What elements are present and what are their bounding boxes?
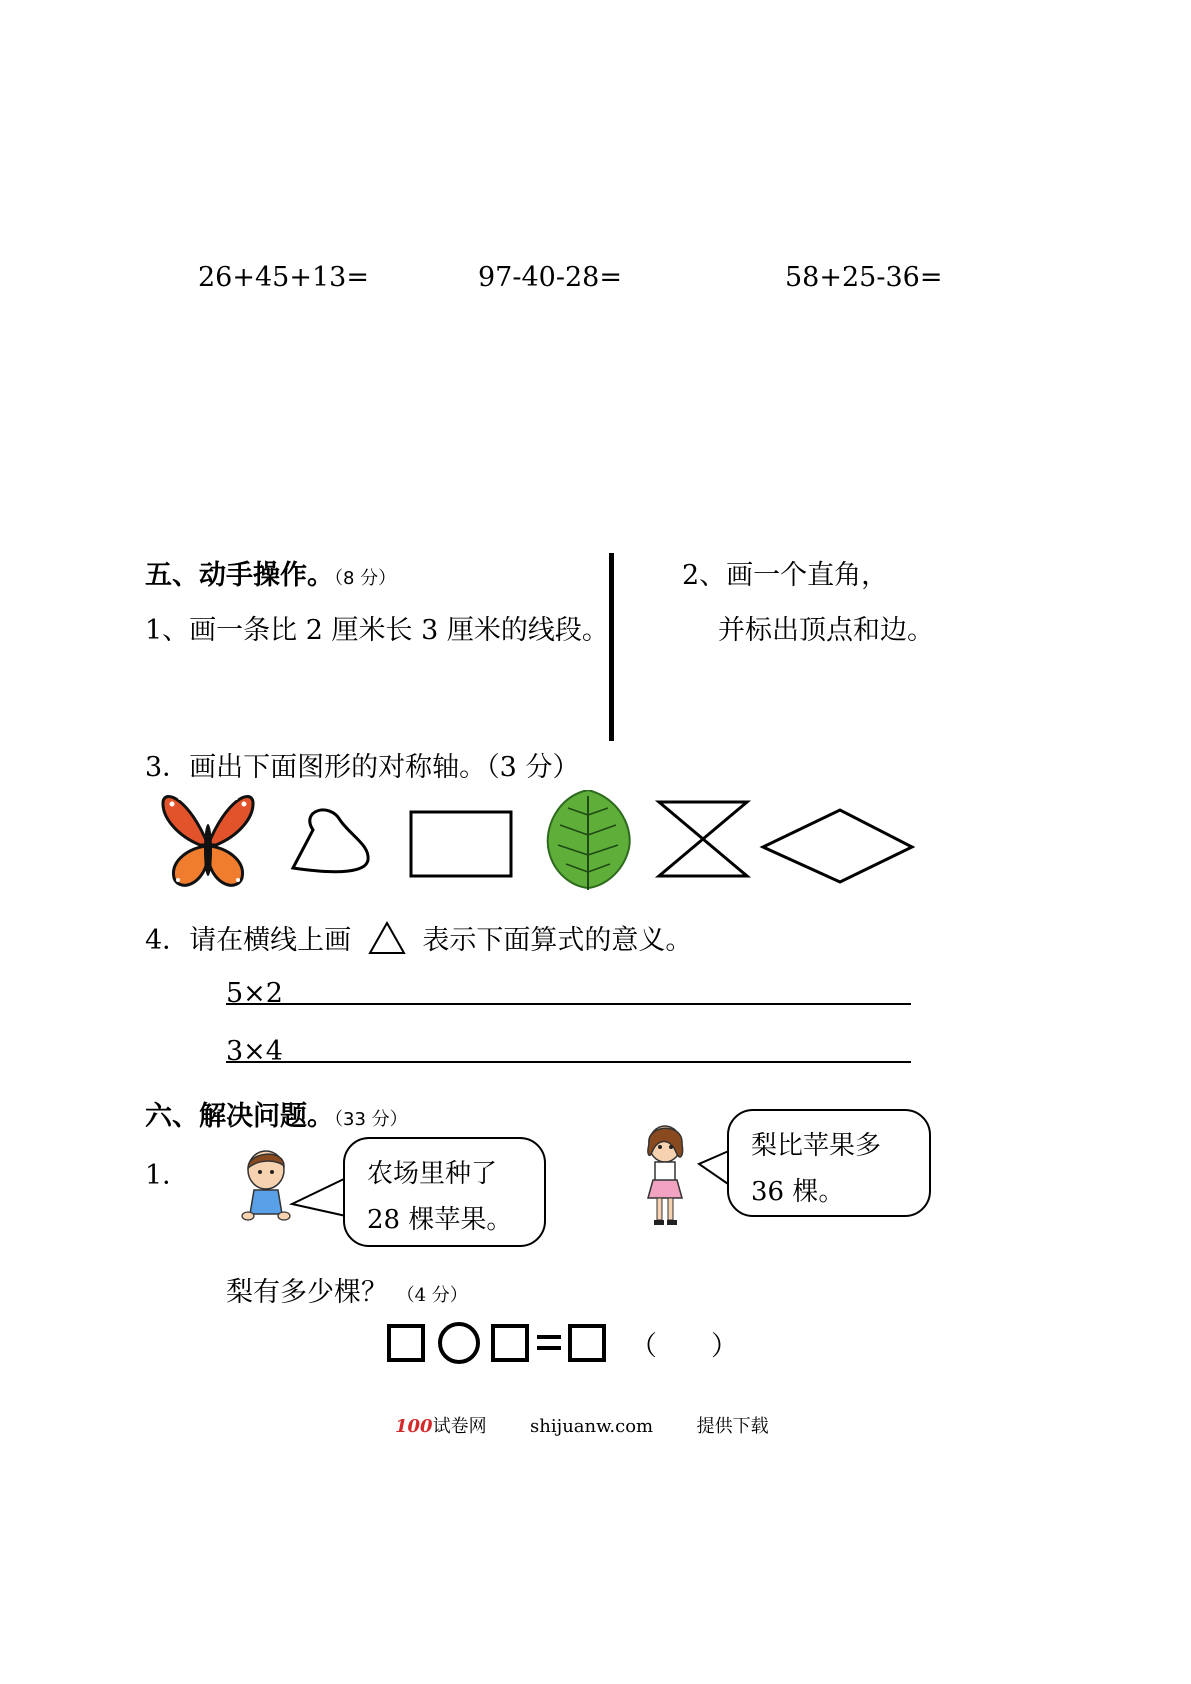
rectangle-shape-icon xyxy=(411,812,511,876)
equation-1: 26+45+13= xyxy=(198,262,369,293)
girl-figure-icon xyxy=(640,1122,690,1228)
section5-heading xyxy=(145,553,396,592)
section6-q1-question xyxy=(226,1270,468,1309)
line2-label: 3×4 xyxy=(226,1036,283,1067)
section5-q1: 1、画一条比 2 厘米长 3 厘米的线段。 xyxy=(145,615,609,646)
section5-q3-text: 3．画出下面图形的对称轴。 xyxy=(145,752,487,783)
vertical-divider xyxy=(609,553,614,741)
answer-line-2[interactable] xyxy=(226,1061,911,1063)
section5-q2-line1: 2、画一个直角， xyxy=(682,560,889,591)
section6-q1-number: 1． xyxy=(145,1160,190,1191)
hourglass-shape-icon xyxy=(659,802,747,876)
section5-q3 xyxy=(145,745,579,784)
butterfly-icon xyxy=(163,796,253,885)
question-text: 梨有多少棵？ xyxy=(226,1277,388,1308)
section5-q4-after: 表示下面算式的意义。 xyxy=(422,925,693,956)
equals-sign xyxy=(535,1330,563,1356)
rhombus-shape-icon xyxy=(763,810,912,882)
heart-shape-icon xyxy=(293,810,368,872)
section5-q2-line2: 并标出顶点和边。 xyxy=(718,615,934,646)
equation-2: 97-40-28= xyxy=(478,262,622,293)
unit-paren[interactable]: （ ） xyxy=(630,1331,738,1362)
operator-circle[interactable] xyxy=(438,1322,480,1364)
footer-note: 提供下载 xyxy=(696,1416,769,1437)
footer-logo: 100 xyxy=(395,1416,433,1437)
section5-q4 xyxy=(145,918,692,957)
footer-url: shijuanw.com xyxy=(530,1416,654,1437)
section6-points: （33 分） xyxy=(334,1109,408,1130)
answer-box-1[interactable] xyxy=(387,1324,425,1362)
leaf-icon xyxy=(548,790,630,890)
boy-figure-icon xyxy=(240,1148,292,1226)
equation-3: 58+25-36= xyxy=(785,262,943,293)
boy-bubble-tail xyxy=(288,1160,350,1220)
section6-heading xyxy=(145,1094,408,1133)
section5-title: 五、动手操作。 xyxy=(145,560,334,591)
section5-points: （8 分） xyxy=(334,568,397,589)
section6-title: 六、解决问题。 xyxy=(145,1101,334,1132)
answer-box-3[interactable] xyxy=(568,1324,606,1362)
answer-box-2[interactable] xyxy=(491,1324,529,1362)
section5-q4-before: 4．请在横线上画 xyxy=(145,925,352,956)
triangle-icon xyxy=(368,921,406,955)
answer-line-1[interactable] xyxy=(226,1003,911,1005)
boy-speech-bubble: 农场里种了 28 棵苹果。 xyxy=(343,1137,546,1247)
footer-site-name: 试卷网 xyxy=(432,1416,487,1437)
girl-speech-bubble: 梨比苹果多 36 棵。 xyxy=(727,1109,931,1217)
question-points: （4 分） xyxy=(396,1285,468,1306)
line1-label: 5×2 xyxy=(226,978,283,1009)
symmetry-shapes-row xyxy=(160,790,920,900)
section5-q3-points: （3 分） xyxy=(486,752,580,783)
footer xyxy=(395,1412,769,1438)
